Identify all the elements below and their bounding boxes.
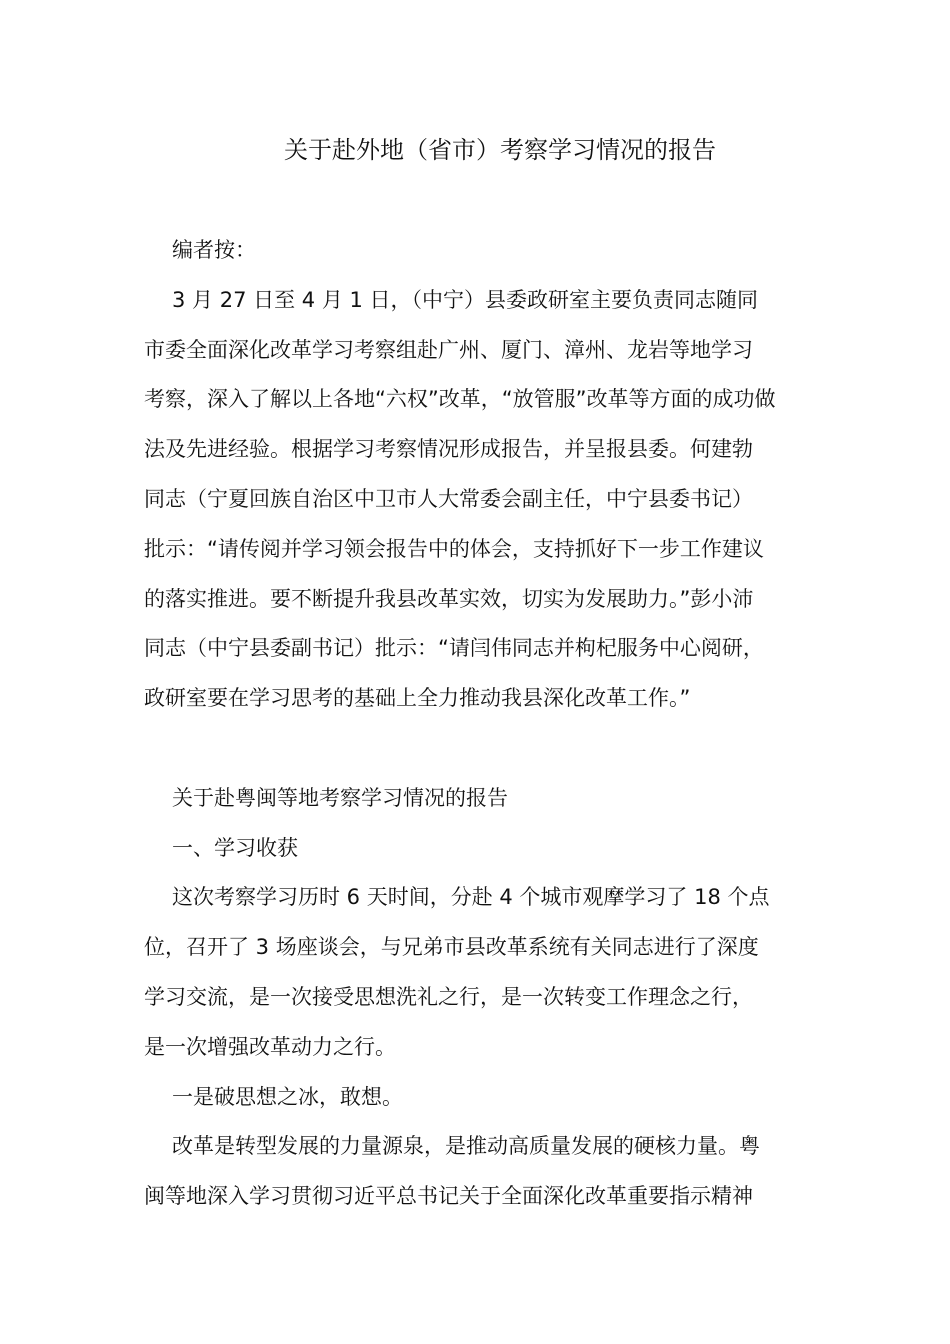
editor-note-heading: 编者按： [172,238,256,262]
editor-note-line: 同志（中宁县委副书记）批示：“请闫伟同志并枸杞服务中心阅研， [144,636,764,660]
document-title: 关于赴外地（省市）考察学习情况的报告 [284,136,716,164]
editor-note-line: 的落实推进。要不断提升我县改革实效，切实为发展助力。”彭小沛 [144,587,754,611]
body-line: 学习交流，是一次接受思想洗礼之行，是一次转变工作理念之行， [144,985,753,1009]
point-heading: 一是破思想之冰，敢想。 [172,1085,403,1109]
editor-note-line: 批示：“请传阅并学习领会报告中的体会，支持抓好下一步工作建议 [144,537,764,561]
editor-note-line: 政研室要在学习思考的基础上全力推动我县深化改革工作。” [144,686,691,710]
body-line: 是一次增强改革动力之行。 [144,1035,396,1059]
editor-note-line: 同志（宁夏回族自治区中卫市人大常委会副主任，中宁县委书记） [144,487,753,511]
body-line: 改革是转型发展的力量源泉，是推动高质量发展的硬核力量。粤 [172,1134,760,1158]
body-line: 闽等地深入学习贯彻习近平总书记关于全面深化改革重要指示精神 [144,1184,753,1208]
report-title: 关于赴粤闽等地考察学习情况的报告 [172,786,508,810]
editor-note-line: 考察，深入了解以上各地“六权”改革，“放管服”改革等方面的成功做 [144,387,776,411]
editor-note-line: 3 月 27 日至 4 月 1 日，（中宁）县委政研室主要负责同志随同 [172,288,759,312]
body-line: 位，召开了 3 场座谈会，与兄弟市县改革系统有关同志进行了深度 [144,935,759,959]
section-heading: 一、学习收获 [172,836,298,860]
editor-note-line: 市委全面深化改革学习考察组赴广州、厦门、漳州、龙岩等地学习 [144,338,753,362]
body-line: 这次考察学习历时 6 天时间，分赴 4 个城市观摩学习了 18 个点 [172,885,770,909]
editor-note-line: 法及先进经验。根据学习考察情况形成报告，并呈报县委。何建勃 [144,437,753,461]
